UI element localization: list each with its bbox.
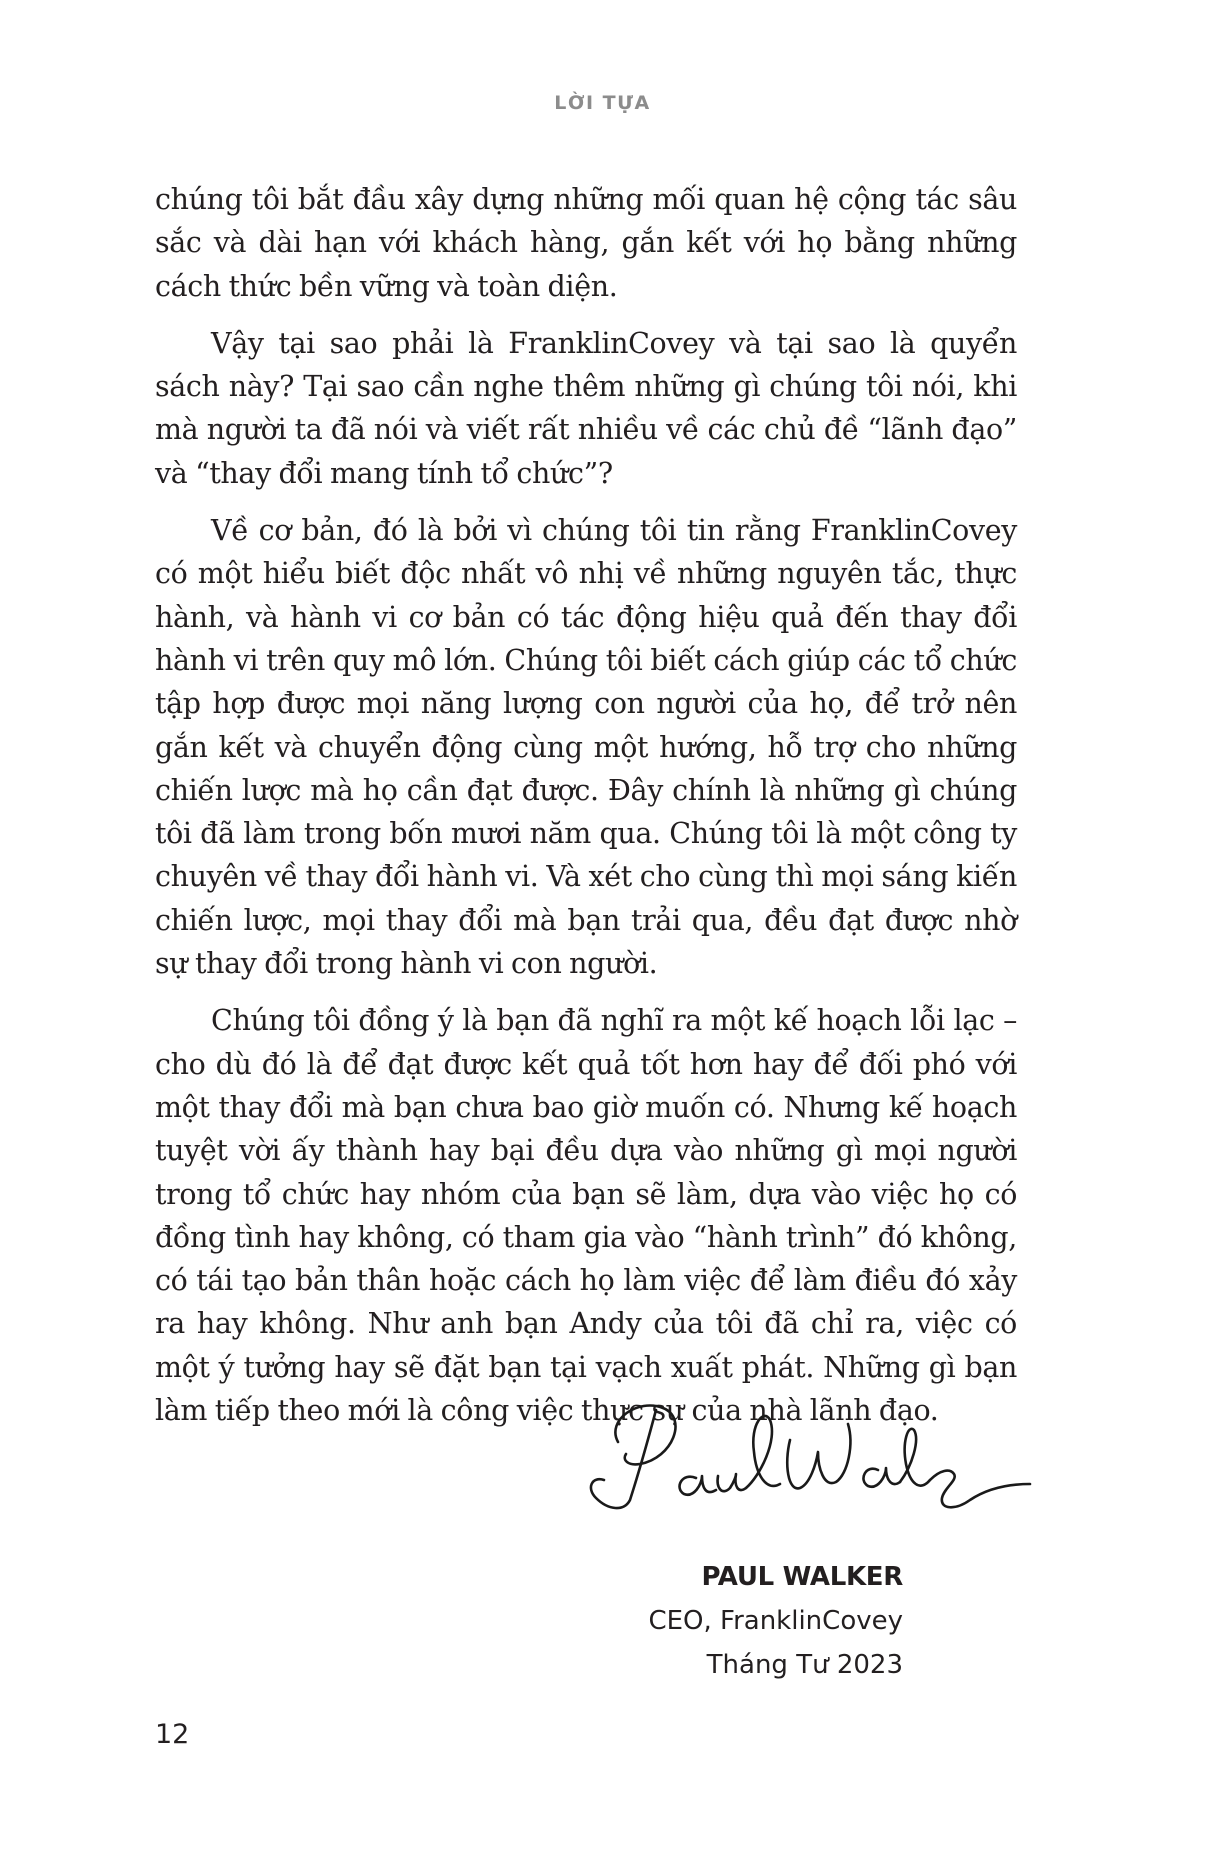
author-title: CEO, FranklinCovey — [648, 1606, 903, 1636]
body-text — [155, 178, 1017, 1446]
paragraph-3: Về cơ bản, đó là bởi vì chúng tôi tin rằng FranklinCovey có một hiểu biết độc nhất vô nhị về những nguyên tắc, thực hành, và hành vi cơ bản có tác động hiệu quả đến thay đổi hành vi trên quy mô lớn. Chúng tôi biết cách giúp các tổ chức tập hợp được mọi năng lượng con người của họ, để trở nên gắn kết và chuyển động cùng một hướng, hỗ trợ cho những chiến lược mà họ cần đạt được. Đây chính là những gì chúng tôi đã làm trong bốn mươi năm qua. Chúng tôi là một công ty chuyên về thay đổi hành vi. Và xét cho cùng thì mọi sáng kiến chiến lược, mọi thay đổi mà bạn trải qua, đều đạt được nhờ sự thay đổi trong hành vi con người. — [155, 514, 1017, 981]
paragraph-4: Chúng tôi đồng ý là bạn đã nghĩ ra một kế hoạch lỗi lạc – cho dù đó là để đạt được kết quả tốt hơn hay để đối phó với một thay đổi mà bạn chưa bao giờ muốn có. Nhưng kế hoạch tuyệt vời ấy thành hay bại đều dựa vào những gì mọi người trong tổ chức hay nhóm của bạn sẽ làm, dựa vào việc họ có đồng tình hay không, có tham gia vào “hành trình” đó không, có tái tạo bản thân hoặc cách họ làm việc để làm điều đó xảy ra hay không. Như anh bạn Andy của tôi đã chỉ ra, việc có một ý tưởng hay sẽ đặt bạn tại vạch xuất phát. Những gì bạn làm tiếp theo mới là công việc thực sự của nhà lãnh đạo. — [155, 1004, 1017, 1428]
paragraph-2: Vậy tại sao phải là FranklinCovey và tại sao là quyển sách này? Tại sao cần nghe thêm những gì chúng tôi nói, khi mà người ta đã nói và viết rất nhiều về các chủ đề “lãnh đạo” và “thay đổi mang tính tổ chức”? — [155, 326, 1017, 490]
signature-block — [560, 1555, 903, 1687]
signature-date: Tháng Tư 2023 — [706, 1650, 903, 1680]
page-number: 12 — [155, 1719, 190, 1750]
author-name: PAUL WALKER — [701, 1562, 903, 1592]
running-title: LỜI TỰA — [554, 92, 651, 114]
paragraph-1: chúng tôi bắt đầu xây dựng những mối quan hệ cộng tác sâu sắc và dài hạn với khách hàng, gắn kết với họ bằng những cách thức bền vững và toàn diện. — [155, 183, 1017, 303]
signature-icon — [578, 1380, 1038, 1520]
